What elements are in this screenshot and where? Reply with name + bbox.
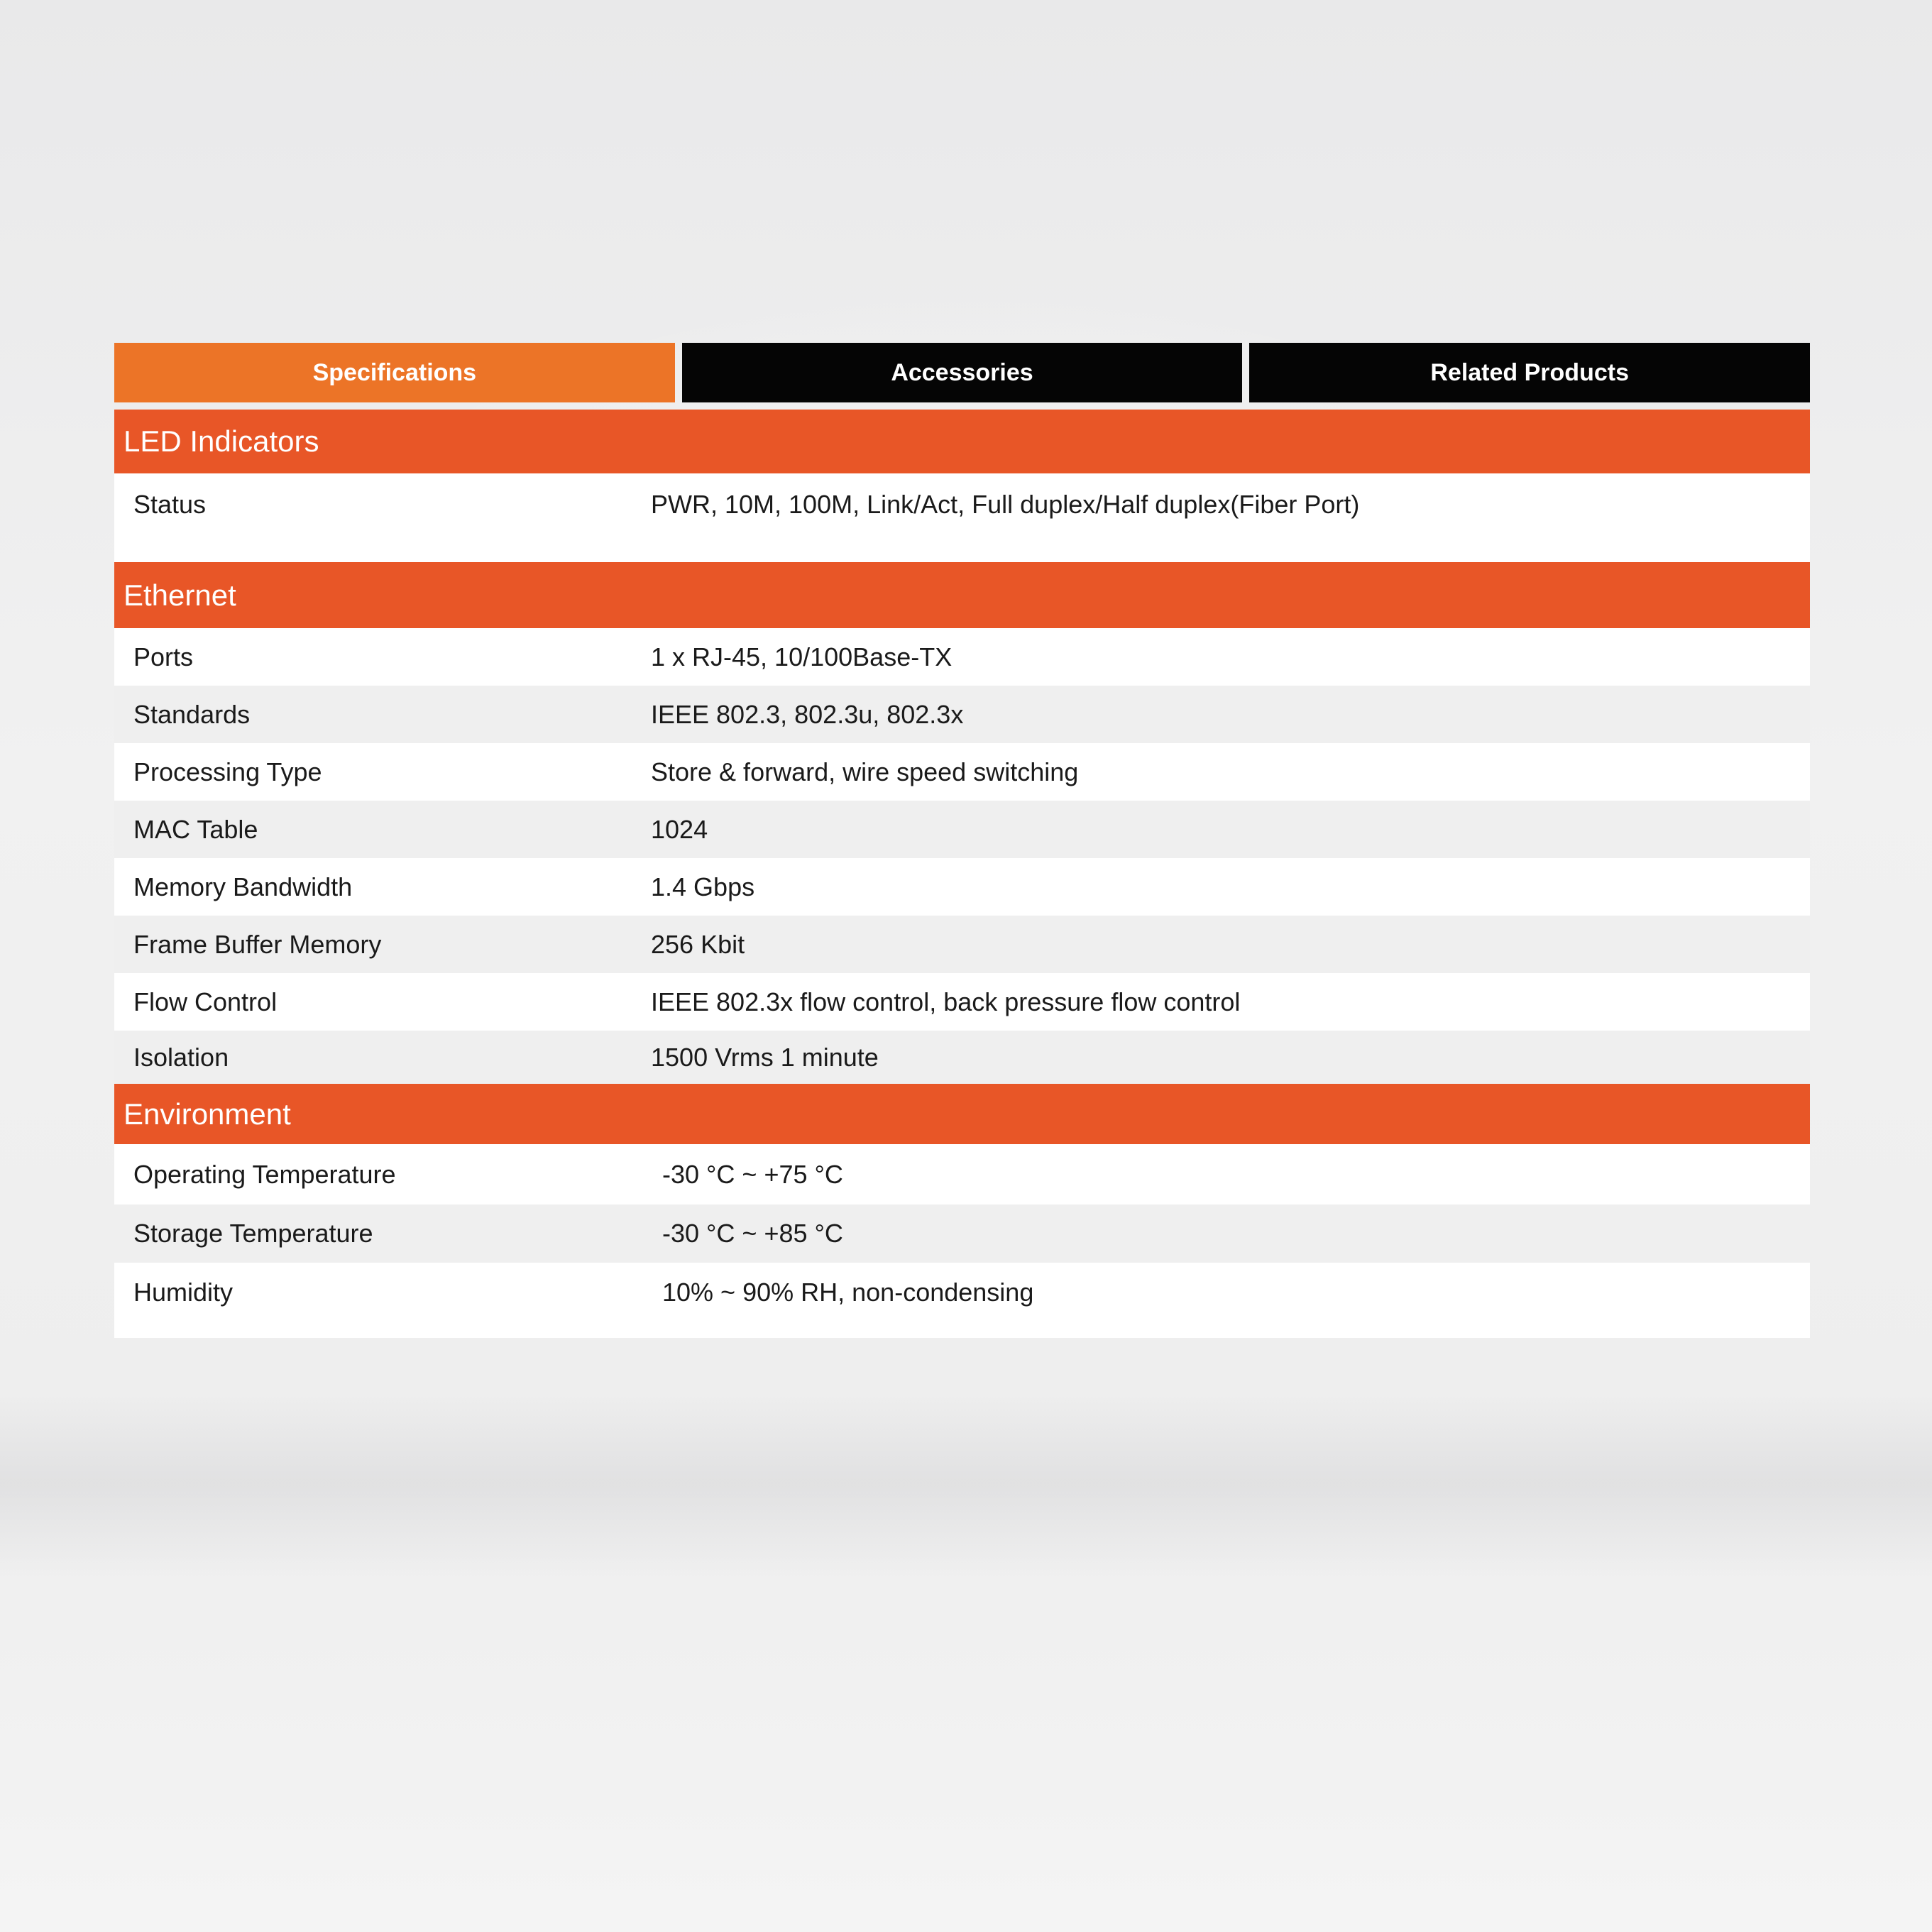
- row-label: MAC Table: [133, 814, 258, 844]
- row-label: Flow Control: [133, 987, 278, 1016]
- row-value: 10% ~ 90% RH, non-condensing: [662, 1278, 1034, 1307]
- row-value: -30 °C ~ +85 °C: [662, 1219, 843, 1248]
- row-label: Isolation: [133, 1042, 229, 1072]
- section-header-ethernet: Ethernet: [114, 562, 1810, 628]
- table-row: [114, 1204, 1810, 1263]
- row-value: 1 x RJ-45, 10/100Base-TX: [651, 642, 953, 671]
- row-label: Standards: [133, 699, 251, 729]
- row-label: Operating Temperature: [133, 1159, 396, 1189]
- row-value: 1024: [651, 814, 708, 844]
- row-label: Humidity: [133, 1278, 234, 1307]
- table-row: [114, 628, 1810, 686]
- table-row: [114, 473, 1810, 562]
- row-value: PWR, 10M, 100M, Link/Act, Full duplex/Half duplex(Fiber Port): [651, 490, 1360, 519]
- table-row: [114, 1263, 1810, 1322]
- section-header-led-indicators: LED Indicators: [114, 410, 1810, 473]
- table-row: [114, 916, 1810, 973]
- background-floor-shadow: [0, 1391, 1932, 1576]
- table-row: [114, 801, 1810, 858]
- row-value: IEEE 802.3, 802.3u, 802.3x: [651, 699, 964, 729]
- row-label: Memory Bandwidth: [133, 872, 353, 901]
- row-value: -30 °C ~ +75 °C: [662, 1159, 843, 1189]
- row-value: 1500 Vrms 1 minute: [651, 1042, 879, 1072]
- environment-rows: [114, 1144, 1810, 1338]
- tab-specifications[interactable]: Specifications: [114, 343, 675, 402]
- table-row: [114, 1144, 1810, 1204]
- row-label: Status: [133, 490, 207, 519]
- row-label: Ports: [133, 642, 194, 671]
- tab-accessories[interactable]: Accessories: [682, 343, 1243, 402]
- row-value: Store & forward, wire speed switching: [651, 757, 1079, 786]
- row-value: 1.4 Gbps: [651, 872, 755, 901]
- row-label: Processing Type: [133, 757, 322, 786]
- spec-panel: [114, 343, 1810, 1338]
- row-label: Frame Buffer Memory: [133, 929, 382, 959]
- section-header-environment: Environment: [114, 1084, 1810, 1144]
- row-value: IEEE 802.3x flow control, back pressure flow control: [651, 987, 1241, 1016]
- table-row: [114, 1031, 1810, 1084]
- tab-related-products[interactable]: Related Products: [1249, 343, 1810, 402]
- table-row: [114, 743, 1810, 801]
- table-bottom-padding: [114, 1322, 1810, 1338]
- row-value: 256 Kbit: [651, 929, 745, 959]
- tab-bar: [114, 343, 1810, 402]
- table-row: [114, 686, 1810, 743]
- table-row: [114, 973, 1810, 1031]
- row-label: Storage Temperature: [133, 1219, 373, 1248]
- table-row: [114, 858, 1810, 916]
